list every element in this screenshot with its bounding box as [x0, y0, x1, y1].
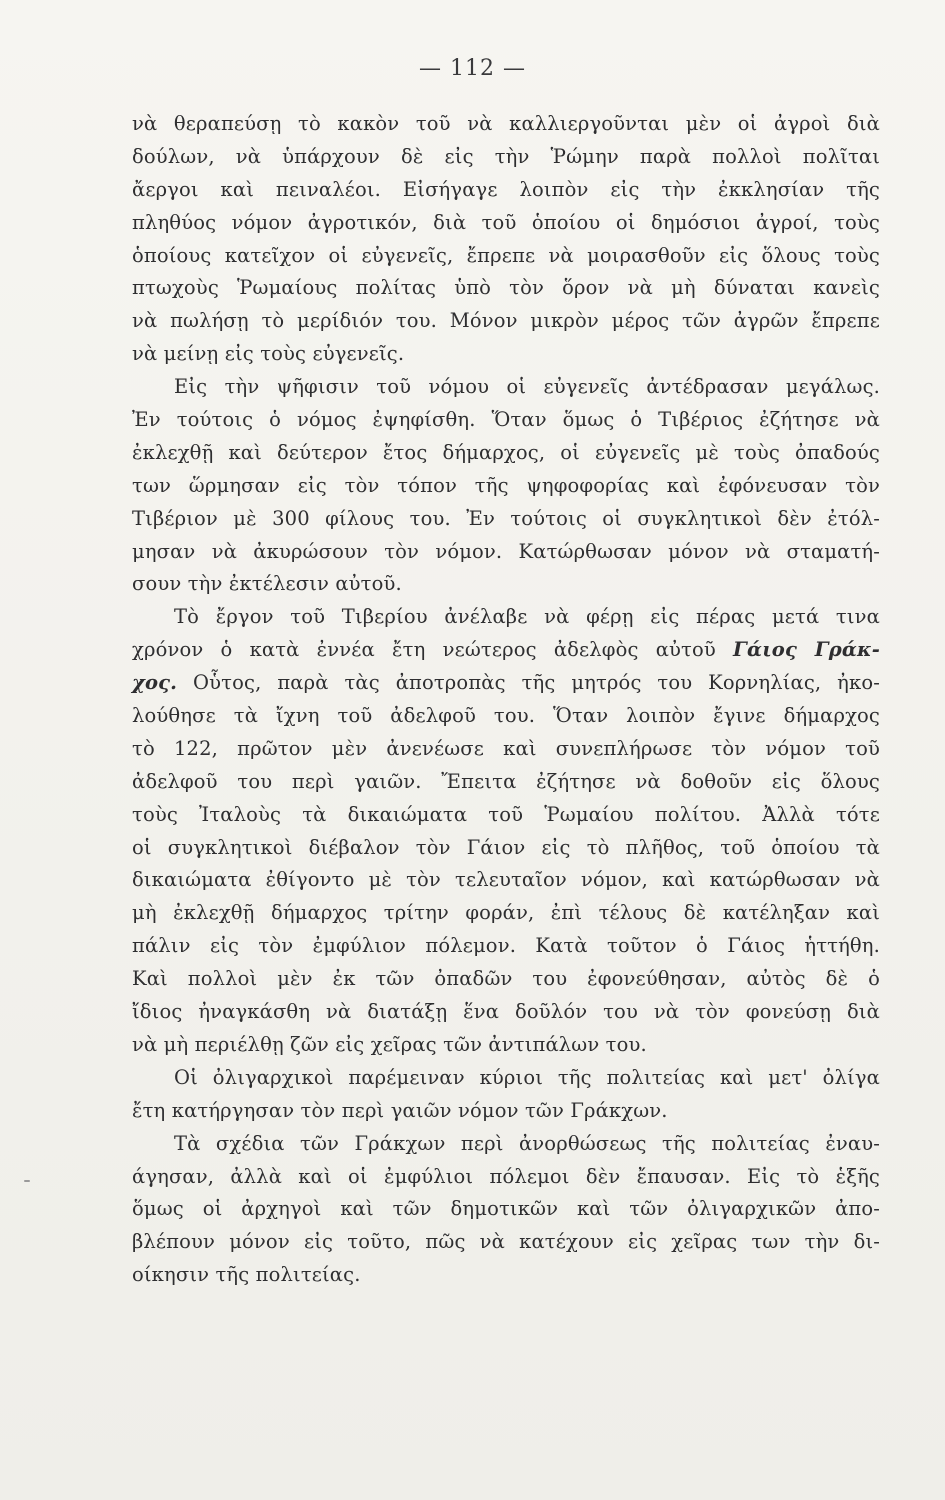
text-line: οίκησιν τῆς πολιτείας. — [132, 1263, 361, 1287]
margin-speck — [24, 1180, 30, 1182]
text-line: άγησαν, ἀλλὰ καὶ οἱ ἐμφύλιοι πόλεμοι δὲν ἔπαυσαν. Εἰς τὸ ἑξῆς — [132, 1164, 880, 1188]
text-line: δούλων, νὰ ὑπάρχουν δὲ εἰς τὴν Ῥώμην παρὰ πολλοὶ πολῖται — [132, 144, 880, 168]
body-text — [132, 108, 880, 1292]
text-line: δικαιώματα ἐθίγοντο μὲ τὸν τελευταῖον νόμον, καὶ κατώρθωσαν νὰ — [132, 868, 880, 892]
text-line: των ὥρμησαν εἰς τὸν τόπον τῆς ψηφοφορίας καὶ ἐφόνευσαν τὸν — [132, 473, 880, 497]
text-line: ἐκλεχθῇ καὶ δεύτερον ἔτος δήμαρχος, οἱ εὐγενεῖς μὲ τοὺς ὀπαδούς — [132, 440, 880, 464]
text-line: νὰ πωλήσῃ τὸ μερίδιόν του. Μόνον μικρὸν μέρος τῶν ἀγρῶν ἔπρεπε — [132, 309, 880, 333]
text-line: ὅμως οἱ ἀρχηγοὶ καὶ τῶν δημοτικῶν καὶ τῶν ὀλιγαρχικῶν ἀπο- — [132, 1197, 880, 1221]
text-line: ἴδιος ἠναγκάσθη νὰ διατάξῃ ἕνα δοῦλόν του νὰ τὸν φονεύσῃ διὰ — [132, 1000, 880, 1024]
text-line: ἀδελφοῦ του περὶ γαιῶν. Ἔπειτα ἐζήτησε νὰ δοθοῦν εἰς ὅλους — [132, 769, 880, 793]
text-run: Οὗτος, παρὰ τὰς ἀποτροπὰς τῆς μητρός του Κορνηλίας, ἠκο- — [177, 671, 880, 695]
text-line: νὰ μείνῃ εἰς τοὺς εὐγενεῖς. — [132, 342, 405, 366]
page-number: — 112 — — [419, 56, 526, 81]
text-line: Οἱ ὀλιγαρχικοὶ παρέμειναν κύριοι τῆς πολιτείας καὶ μετ' ὀλίγα — [174, 1065, 880, 1089]
text-line: Τὰ σχέδια τῶν Γράκχων περὶ ἀνορθώσεως τῆς πολιτείας ἐναυ- — [174, 1131, 880, 1155]
text-line — [132, 667, 880, 700]
text-line: Τιβέριον μὲ 300 φίλους του. Ἐν τούτοις οἱ συγκλητικοὶ δὲν ἐτόλ- — [132, 506, 880, 530]
text-line: Ἐν τούτοις ὁ νόμος ἐψηφίσθη. Ὅταν ὅμως ὁ Τιβέριος ἐζήτησε νὰ — [132, 408, 880, 432]
text-line: νὰ θεραπεύσῃ τὸ κακὸν τοῦ νὰ καλλιεργοῦνται μὲν οἱ ἀγροὶ διὰ — [132, 112, 880, 135]
emphasized-name: Γάιος Γράκ- — [733, 638, 880, 662]
text-line: μὴ ἐκλεχθῇ δήμαρχος τρίτην φοράν, ἐπὶ τέλους δὲ κατέληξαν καὶ — [132, 901, 880, 925]
text-line: σουν τὴν ἐκτέλεσιν αὐτοῦ. — [132, 572, 402, 596]
text-line: πληθύος νόμον ἀγροτικόν, διὰ τοῦ ὁποίου οἱ δημόσιοι ἀγροί, τοὺς — [132, 210, 880, 234]
text-line: οἱ συγκλητικοὶ διέβαλον τὸν Γάιον εἰς τὸ πλῆθος, τοῦ ὁποίου τὰ — [132, 835, 880, 859]
text-line: τοὺς Ἰταλοὺς τὰ δικαιώματα τοῦ Ῥωμαίου πολίτου. Ἀλλὰ τότε — [132, 802, 880, 826]
text-line: Τὸ ἔργον τοῦ Τιβερίου ἀνέλαβε νὰ φέρῃ εἰς πέρας μετά τινα — [174, 605, 880, 629]
text-line: πάλιν εἰς τὸν ἐμφύλιον πόλεμον. Κατὰ τοῦτον ὁ Γάιος ἡττήθη. — [132, 934, 880, 958]
text-line — [132, 634, 880, 667]
text-line: βλέπουν μόνον εἰς τοῦτο, πῶς νὰ κατέχουν εἰς χεῖρας των τὴν δι- — [132, 1230, 880, 1254]
emphasized-name: χος. — [132, 671, 178, 695]
text-line: λούθησε τὰ ἴχνη τοῦ ἀδελφοῦ του. Ὅταν λοιπὸν ἔγινε δήμαρχος — [132, 704, 880, 728]
text-line: τὸ 122, πρῶτον μὲν ἀνενέωσε καὶ συνεπλήρωσε τὸν νόμον τοῦ — [132, 736, 880, 760]
text-run: χρόνον ὁ κατὰ ἐννέα ἔτη νεώτερος ἀδελφὸς αὐτοῦ — [132, 638, 734, 662]
text-line: ἔτη κατήργησαν τὸν περὶ γαιῶν νόμον τῶν Γράκχων. — [132, 1098, 668, 1122]
text-line: ἄεργοι καὶ πειναλέοι. Εἰσήγαγε λοιπὸν εἰς τὴν ἐκκλησίαν τῆς — [132, 177, 880, 201]
text-line: πτωχοὺς Ῥωμαίους πολίτας ὑπὸ τὸν ὅρον νὰ μὴ δύναται κανεὶς — [132, 276, 880, 300]
text-line: Εἰς τὴν ψῆφισιν τοῦ νόμου οἱ εὐγενεῖς ἀντέδρασαν μεγάλως. — [174, 375, 880, 399]
text-line: ὁποίους κατεῖχον οἱ εὐγενεῖς, ἔπρεπε νὰ μοιρασθοῦν εἰς ὅλους τοὺς — [132, 243, 880, 267]
text-line: μησαν νὰ ἀκυρώσουν τὸν νόμον. Κατώρθωσαν μόνον νὰ σταματή- — [132, 539, 880, 563]
text-line: Καὶ πολλοὶ μὲν ἐκ τῶν ὀπαδῶν του ἐφονεύθησαν, αὐτὸς δὲ ὁ — [132, 967, 880, 991]
text-line: νὰ μὴ περιέλθῃ ζῶν εἰς χεῖρας τῶν ἀντιπάλων του. — [132, 1032, 647, 1056]
